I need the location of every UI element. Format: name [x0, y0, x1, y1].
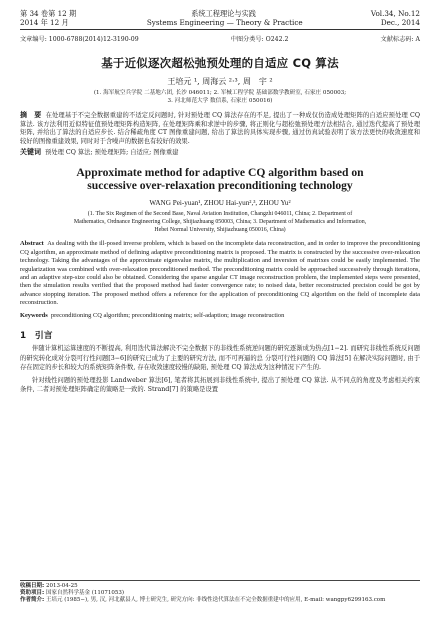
keywords-cn [20, 148, 420, 158]
body-paragraph: 伴随计算机运算速度的不断提高, 利用迭代算法解决不完全数据下的非线性系统逆问题的研究逐渐成为热点[1−2]. 而研究非线性系统反问题的研究转化成对分裂可行性问题[3−6]的研究已成为了主要的研究方法, 而不可再逼的总 分裂可行性问题的 CQ 算法[5] 在解决实际问题时, 由于存在固定的步长和较大的系统矩阵条件数, 存在收敛速度较慢的缺陷, 预处理 CQ 算法成为这种情况下产生的. [20, 345, 420, 372]
keywords-en-text: preconditioning CQ algorithm; preconditioning matrix; self-adaption; image reconstruction [50, 311, 285, 319]
authors-cn: 王培元 ¹, 周海云 ²·³, 周 宇 ² [167, 77, 273, 86]
author-bio-label: 作者简介: [20, 597, 45, 604]
keywords-cn-text: 预处理 CQ 算法; 预处理矩阵; 自适应; 图像重建 [45, 149, 179, 157]
volume-cn: 第 34 卷第 12 期 [20, 9, 77, 18]
affiliation-line: Mathematics, Ordnance Engineering College, Shijiazhuang 050003, China; 3. Department of Mathematics and Information, [73, 218, 367, 225]
title-cn: 基于近似逐次超松弛预处理的自适应 CQ 算法 [101, 56, 339, 70]
journal-name-en: Systems Engineering — Theory & Practice [146, 18, 303, 27]
abstract-cn [20, 111, 420, 146]
date-cn: 2014 年 12 月 [20, 18, 69, 27]
abstract-en [20, 240, 420, 307]
running-header-en [20, 18, 420, 30]
keywords-en-label: Keywords [20, 311, 48, 319]
title-en-line: successive over-relaxation preconditioning technology [87, 179, 353, 193]
body-paragraph: 针对线性问题的预处理投影 Landweber 算法[6], 笔者将其拓展到非线性系统中, 提出了预处理 CQ 算法. 从不同点的角度及考虑相关约束条件, 二者对预处理矩阵确定的策略是一致的. Strand[7] 的策略是设置 [20, 376, 420, 394]
clc-number: 中图分类号: O242.2 [230, 36, 289, 43]
affiliation-line: 3. 河北师范大学 数信系, 石家庄 050016) [167, 98, 273, 104]
author-bio-value: 王培元 (1985−), 男, 汉, 河北献县人, 博士研究生, 研究方向: 非线性迭代算法在不完全数据重建中的应用, E-mail: wangpy6299163.com [45, 597, 386, 604]
keywords-cn-label: 关键词 [20, 148, 41, 157]
keywords-en [20, 312, 420, 320]
affiliation-line: (1. The Six Regimen of the Second Base, Naval Aviation Institution, Changzhi 046011, China; 2. Department of [87, 210, 353, 217]
date-en: Dec., 2014 [380, 18, 420, 27]
first-page-footnote [20, 580, 420, 605]
abstract-cn-label: 摘 要 [20, 111, 42, 119]
article-meta [20, 34, 420, 43]
funding-label: 资助项目: [20, 590, 45, 597]
section-heading: 1 引言 [20, 331, 53, 342]
abstract-en-text: As dealing with the ill-posed inverse problem, which is based on the incomplete data reconstruction, and in order to improve the preconditioning CQ algorithm, an approximate method of defining adaptive preconditioning matrix is proposed. The matrix is constructed by the successive over-relaxation technology. Taking the advantages of the approximate eigenvalue matrix, the multiplication and inversion of matrixes could be easily implemented. The regularization was combined with over-relaxation preconditioned method. The preconditioning matrix could be approached successively through iterations, and an adaptive step-size could also be obtained. Considering the sparse angular CT image reconstruction problem, the implemented steps were presented, then the simulation results verified that the proposed method had faster convergence rate; to noised data, better reconstructed precision could be got by advance stopping iteration. The proposed method offers a reference for the application of preconditioning CQ algorithm on the field of incomplete data reconstruction. [20, 240, 421, 307]
abstract-en-label: Abstract [20, 240, 44, 248]
running-header-cn [20, 9, 420, 18]
received-value: 2013-04-25 [45, 583, 78, 589]
affiliations-cn [20, 89, 420, 105]
title-en-line: Approximate method for adaptive CQ algorithm based on [76, 165, 364, 179]
document-code: 文献标志码: A [380, 36, 420, 43]
affiliation-line: (1. 海军航空兵学院 二基地六团, 长沙 046011; 2. 军械工程学院 基础部数学教研室, 石家庄 050003; [93, 90, 347, 96]
funding-value: 国家自然科学基金 (11071053) [45, 590, 124, 597]
affiliations-en [20, 211, 420, 234]
journal-name-cn: 系统工程理论与实践 [191, 9, 256, 18]
authors-en: WANG Pei-yuan¹, ZHOU Hai-yun²,³, ZHOU Yu² [149, 198, 291, 207]
abstract-cn-text: 在处理基于不完全数据重建的不适定反问题时, 针对预处理 CQ 算法存在的不足, 提出了一种成仅仿造成处理矩阵的自适应预处理 CQ 算法. 该方法利用近似特征值预处理矩阵构造矩阵, 在处理矩阵乘和求逆中的步骤, 将正则化与超松弛预处理方法相结合, 通过迭代提高了预处理矩阵, 并给出了算法的自适应步长. 结合稀疏角度 CT 图像重建问题, 给出了算法的具体实现步骤, 通过仿真试验表明了该方法更快的收敛速度和较好的图像重建效果, 同时对于含噪声的数据也有较好的效果. [20, 112, 420, 145]
affiliation-line: Hebei Normal University, Shijiazhuang 050016, China) [154, 226, 286, 233]
volume-en: Vol.34, No.12 [370, 9, 420, 18]
article-number: 文章编号: 1000-6788(2014)12-3190-09 [20, 36, 139, 43]
received-label: 收稿日期: [20, 583, 45, 589]
title-en [20, 166, 420, 193]
author-bio [20, 597, 420, 604]
